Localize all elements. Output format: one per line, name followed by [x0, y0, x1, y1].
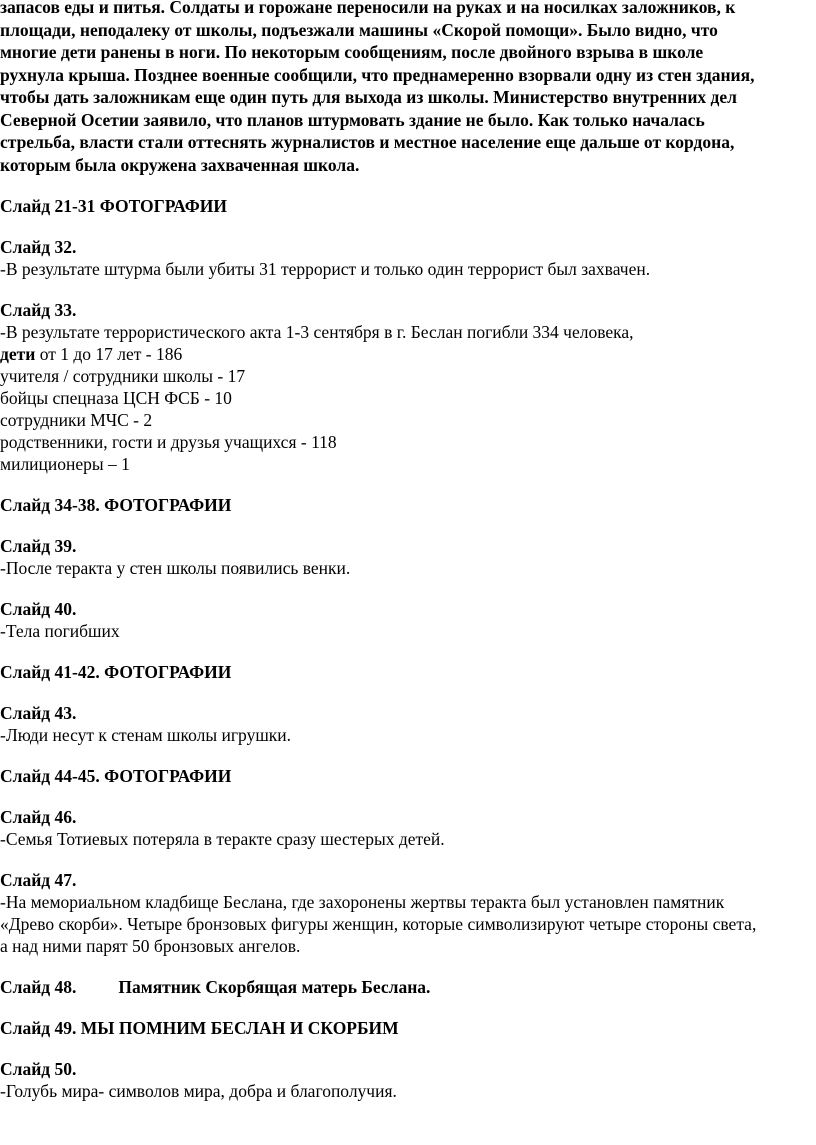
slide-33-line: родственники, гости и друзья учащихся - 118 [0, 432, 337, 452]
slide-33-line: милиционеры – 1 [0, 454, 130, 474]
slide-32-heading: Слайд 32. [0, 237, 77, 257]
slide-32-text: -В результате штурма были убиты 31 террорист и только один террорист был захвачен. [0, 259, 651, 279]
slide-33-line: учителя / сотрудники школы - 17 [0, 366, 246, 386]
slide-33-line: бойцы спецназа ЦСН ФСБ - 10 [0, 388, 232, 408]
slide-50-heading: Слайд 50. [0, 1059, 77, 1079]
intro-line: запасов еды и питья. Солдаты и горожане переносили на руках и на носилках заложников, к [0, 0, 736, 17]
slide-40-text: -Тела погибших [0, 621, 120, 641]
slide-48-title: Слайд 48. [0, 977, 77, 997]
slide-41-42-heading: Слайд 41-42. ФОТОГРАФИИ [0, 662, 232, 682]
intro-line: площади, неподалеку от школы, подъезжали машины «Скорой помощи». Было видно, что [0, 19, 718, 40]
slide-43-text: -Люди несут к стенам школы игрушки. [0, 725, 292, 745]
slide-48-caption: Памятник Скорбящая матерь Беслана. [118, 977, 431, 997]
children-count: от 1 до 17 лет - 186 [35, 344, 183, 364]
slide-47-line: «Древо скорби». Четыре бронзовых фигуры женщин, которые символизируют четыре стороны света, [0, 914, 757, 934]
intro-paragraph [0, 0, 816, 176]
intro-line: стрельба, власти стали оттеснять журналистов и местное население еще дальше от кордона, [0, 132, 735, 152]
intro-line: чтобы дать заложникам еще один путь для выхода из школы. Министерство внутренних дел [0, 87, 737, 107]
slide-49-heading: Слайд 49. МЫ ПОМНИМ БЕСЛАН И СКОРБИМ [0, 1018, 399, 1038]
slide-39-heading: Слайд 39. [0, 536, 77, 556]
slide-34-38-heading: Слайд 34-38. ФОТОГРАФИИ [0, 495, 232, 515]
slide-43-heading: Слайд 43. [0, 703, 77, 723]
slide-39-text: -После теракта у стен школы появились венки. [0, 558, 351, 578]
slide-21-31-heading: Слайд 21-31 ФОТОГРАФИИ [0, 196, 228, 216]
intro-line: которым была окружена захваченная школа. [0, 154, 360, 175]
slide-46-text: -Семья Тотиевых потеряла в теракте сразу шестерых детей. [0, 829, 445, 849]
slide-47-line: -На мемориальном кладбище Беслана, где захоронены жертвы теракта был установлен памятник [0, 892, 725, 912]
intro-line: многие дети ранены в ноги. По некоторым сообщениям, после двойного взрыва в школе [0, 42, 704, 62]
intro-line: рухнула крыша. Позднее военные сообщили, что преднамеренно взорвали одну из стен здания, [0, 64, 755, 85]
slide-47-heading: Слайд 47. [0, 870, 77, 890]
slide-47-line: а над ними парят 50 бронзовых ангелов. [0, 936, 301, 956]
slide-40-heading: Слайд 40. [0, 599, 77, 619]
children-label: дети [0, 344, 36, 364]
slide-33-line: -В результате террористического акта 1-3 сентября в г. Беслан погибли 334 человека, [0, 322, 634, 342]
slide-48-heading [0, 976, 816, 998]
slide-46-heading: Слайд 46. [0, 807, 77, 827]
slide-50-text: -Голубь мира- символов мира, добра и благополучия. [0, 1081, 397, 1101]
slide-44-45-heading: Слайд 44-45. ФОТОГРАФИИ [0, 766, 232, 786]
slide-33-line: сотрудники МЧС - 2 [0, 410, 153, 430]
slide-33-children-line [0, 343, 816, 365]
slide-33-heading: Слайд 33. [0, 300, 77, 320]
intro-line: Северной Осетии заявило, что планов штурмовать здание не было. Как только началась [0, 109, 705, 130]
